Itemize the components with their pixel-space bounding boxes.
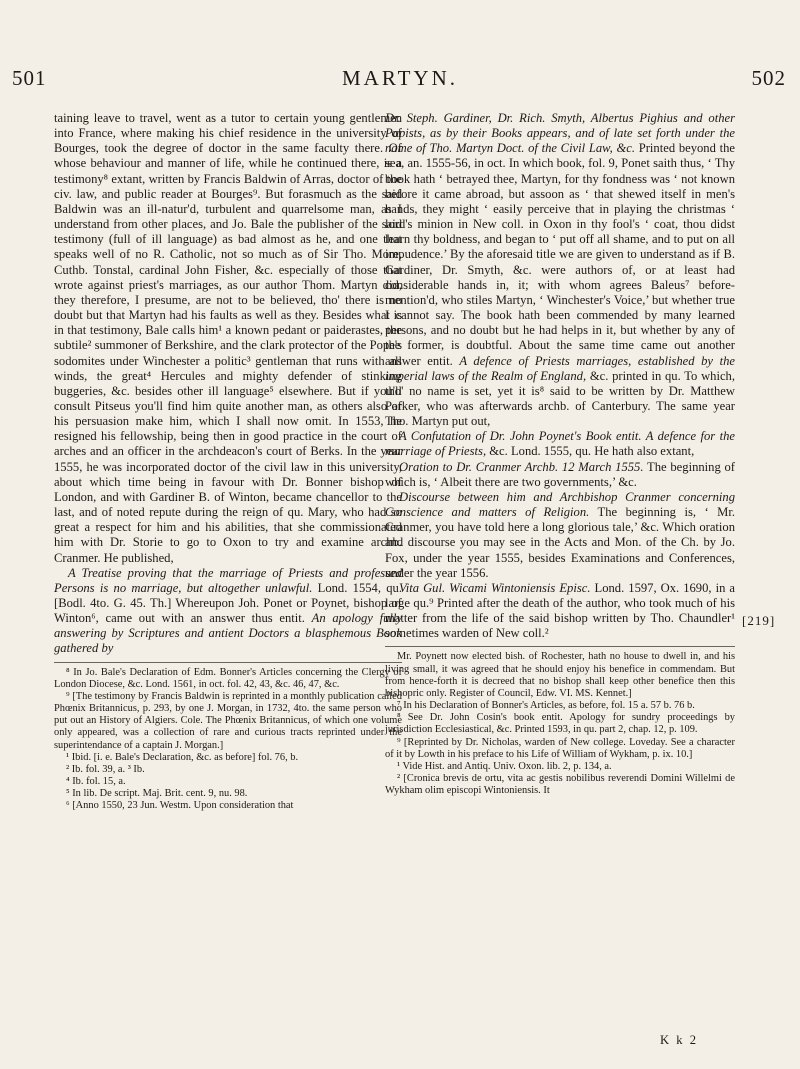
book-title: Discourse between him and Archbishop Cranmer concerning Conscience and matters of Religion. (385, 489, 735, 520)
body-text: Printed beyond the sea, an. 1555-56, in oct. In which book, fol. 9, Ponet saith thus, ‘ Thy book hath ‘ betrayed thee, Martyn, for thy fondness was ‘ not known before it came abroad, but assoon as ‘ that shewed itself in men's hands, they might ‘ easily perceive that in playing the christmas ‘ lord's minion in New coll. in Oxon in thy fool's ‘ coat, thou didst learn thy boldness, and began to ‘ put off all shame, and to put on all impudence.’ By the aforesaid title we are given to understand as if B. Gardiner, Dr. Smyth, &c. were authors of, or at least had considerable hands in, it; with whom agrees Baleus⁷ before-mention'd, who stiles Martyn, ‘ Winchester's Voice,’ but whether true I cannot say. The book hath been commended by many learned persons, and no doubt but he had helps in it, but whether by any of the former, is doubtful. About the same time came out another answer entit. (385, 141, 735, 368)
book-details: Lond. 1597, Ox. 1690, in a large qu.⁹ Printed after the death of the author, who took much of his matter from the life of the said bishop written by Tho. Chaundler¹ sometimes warden of New coll.² (385, 580, 735, 641)
book-title: A Confutation of Dr. John Poynet's Book entit. A defence for the marriage of Priests, (385, 429, 735, 459)
left-column (54, 111, 402, 813)
footnote: ⁶ [Anno 1550, 23 Jun. Westm. Upon consideration that (66, 800, 294, 812)
running-head (0, 66, 800, 96)
book-title: A Treatise proving that the marriage of Priests and professed Persons is no marriage, but altogether unlawful. (54, 565, 402, 595)
book-entry (385, 581, 735, 642)
page-number-right: 502 (751, 66, 786, 90)
page-number-left: 501 (12, 66, 47, 90)
footnotes-right (385, 651, 735, 797)
footnote: ⁴ Ib. fol. 15, a. (66, 776, 126, 788)
book-title: Dr. Steph. Gardiner, Dr. Rich. Smyth, Albertus Pighius and other Papists, as by their Books appears, and of late set forth under the name of Tho. Martyn Doct. of the Civil Law, &c. (385, 111, 735, 156)
signature-mark: K k 2 (660, 1033, 698, 1047)
book-entry (385, 460, 735, 490)
footnote: ⁸ In Jo. Bale's Declaration of Edm. Bonner's Articles concerning the Clergy of London Diocese, &c. Lond. 1561, in oct. fol. 42, 43, &c. 46, 47, &c. (54, 666, 402, 690)
footnotes-left (54, 667, 402, 813)
footnote: ² Ib. fol. 39, a. ³ Ib. (66, 763, 145, 775)
right-column (385, 111, 735, 797)
body-text: &c. printed in qu. To which, tho' no name is set, yet it is⁸ said to be written by Dr. Matthew Parker, who was afterwards archb. of Canterbury. The same year Tho. Martyn put out, (385, 368, 735, 429)
footnote: ² [Cronica brevis de ortu, vita ac gestis nobilibus reverendi Domini Willelmi de Wykham olim episcopi Wintoniensis. It (385, 773, 735, 797)
book-details: The beginning of which is, ‘ Albeit there are two governments,’ &c. (385, 459, 736, 489)
footnote: Mr. Poynett now elected bish. of Rochester, hath no house to dwell in, and his living small, it was agreed that he should enjoy his benefice in commendam. But from hence-forth it is decreed that no bishop shall keep other benefice then this bishopric only. Register of Council, Edw. VI. MS. Kennet.] (385, 651, 735, 699)
footnote-rule (54, 662, 402, 663)
book-title: Vita Gul. Wicami Wintoniensis Episc. (399, 580, 591, 595)
footnote: ⁷ In his Declaration of Bonner's Articles, as before, fol. 15 a. 57 b. 76 b. (397, 700, 695, 712)
footnote-rule (385, 646, 735, 647)
book-title: An apology fully answering by Scriptures and antient Doctors a blasphemous Book gathered by (54, 611, 402, 656)
footnote: ⁹ [The testimony by Francis Baldwin is reprinted in a monthly publication called Phœnix Britannicus, p. 293, by one J. Morgan, in 1732, 4to. the same person who put out an History of Algiers. Cole. The Phœnix Britannicus, of which one volume only appeared, was a collection of rare and curious tracts reprinted under the superintendance of a captain J. Morgan.] (54, 690, 402, 751)
book-details: Lond. 1554, qu. [Bodl. 4to. G. 45. Th.] Whereupon Joh. Ponet or Poynet, bishop of Winton⁶, came out with an answer thus entit. (54, 580, 403, 626)
footnote: ¹ Vide Hist. and Antiq. Univ. Oxon. lib. 2, p. 134, a. (397, 760, 612, 772)
margin-page-reference: [219] (742, 613, 776, 628)
footnote: ⁸ See Dr. John Cosin's book entit. Apology for sundry proceedings by jurisdiction Ecclesiastical, &c. Printed 1593, in qu. part 2, chap. 12, p. 109. (385, 712, 735, 736)
footnote: ⁵ In lib. De script. Maj. Brit. cent. 9, nu. 98. (66, 788, 248, 800)
footnote: ⁹ [Reprinted by Dr. Nicholas, warden of New college. Loveday. See a character of it by Lowth in his preface to his Life of William of Wykham, p. ix. 10.] (385, 736, 735, 760)
book-details: &c. Lond. 1555, qu. He hath also extant, (489, 444, 695, 459)
book-title: Oration to Dr. Cranmer Archb. 12 March 1555. (399, 459, 644, 474)
book-details: The beginning is, ‘ Mr. Cranmer, you have told here a long glorious tale,’ &c. Which oration and discourse you may see in the Acts and Mon. of the Ch. by Jo. Fox, under the year 1555, besides Examinations and Conferences, under the year 1556. (385, 505, 735, 580)
book-entry (385, 111, 735, 429)
book-entry (54, 566, 402, 657)
body-paragraph: taining leave to travel, went as a tutor to certain young gentlemen into France, where making his chief residence in the university of Bourges, took the degree of doctor in the same faculty there. Of whose behaviour and manner of life, while he continued there, is a testimony⁸ extant, written by Francis Baldwin of Arras, doctor of the civ. law, and public reader at Bourges⁹. But forasmuch as the said Baldwin was an ill-natur'd, turbulent and quarrelsome man, as I understand from other places, and Jo. Bale the publisher of the said testimony (full of ill language) as bad almost as he, and one that speaks well of no R. Catholic, not so much as of Sir Tho. More, Cuthb. Tonstal, cardinal John Fisher, &c. especially of those that wrote against priest's marriages, as our author Thom. Martyn did, they therefore, I presume, are not to be believed, tho' there is no doubt but that Martyn had his faults as well as they. Besides what is in that testimony, Bale calls him¹ a known pedant or paiderastes, the subtile² summoner of Berkshire, and the clark protector of the Pope's sodomites under Winchester a politic³ gentleman that runs with all winds, the great⁴ Hercules and mighty defender of stinking buggeries, &c. besides other ill language⁵ elsewhere. But if you'll consult Pitseus you'll find him quite another man, as others also of his persuasion make him, which I shall now omit. In 1553, he resigned his fellowship, being then in good practice in the court of arches and an officer in the archdeacon's court of Berks. In the year 1555, he was incorporated doctor of the civil law in this university, about which time being in favour with Dr. Bonner bishop of London, and with Gardiner B. of Winton, became chancellor to the last, and of noted repute during the reign of qu. Mary, who had so great a respect for him and his abilities, that she commissionated him with Dr. Storie to go to Oxon to try and examine archb. Cranmer. He published, (54, 111, 402, 565)
book-entry (385, 490, 735, 581)
book-entry (385, 429, 735, 459)
footnote: ¹ Ibid. [i. e. Bale's Declaration, &c. as before] fol. 76, b. (66, 751, 299, 763)
book-title: A defence of Priests marriages, established by the imperial laws of the Realm of England, (385, 353, 735, 383)
running-title: MARTYN. (342, 66, 458, 90)
